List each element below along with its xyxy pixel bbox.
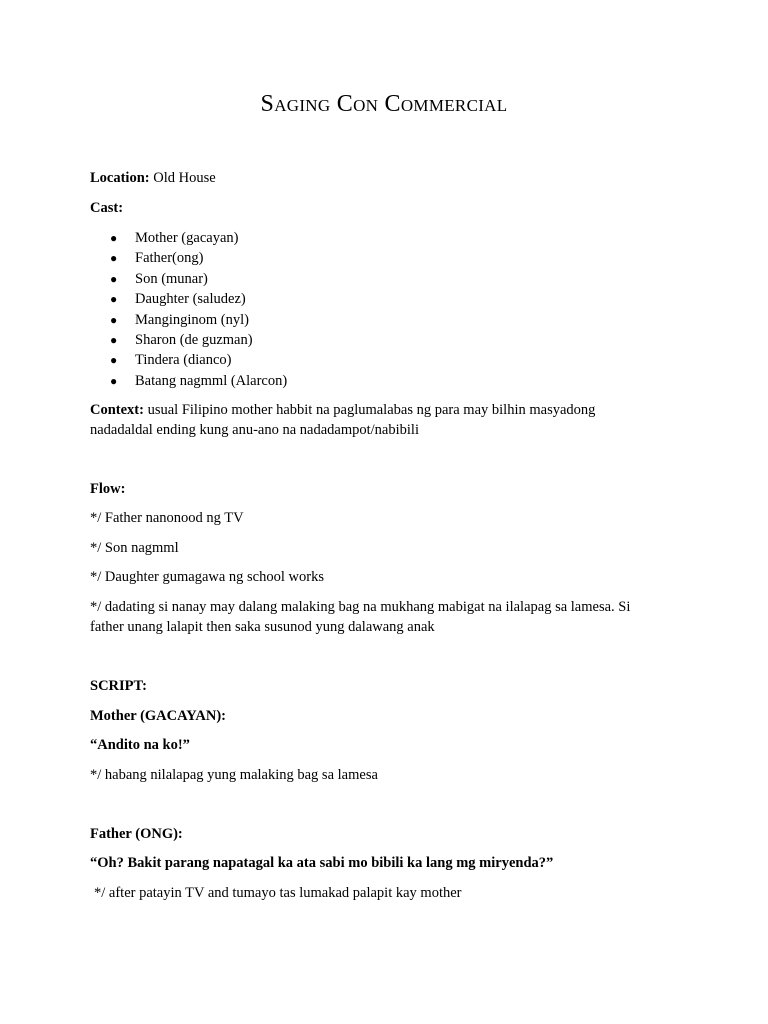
cast-member: Son (munar) bbox=[135, 270, 208, 287]
cast-member: Daughter (saludez) bbox=[135, 291, 246, 308]
script-label: SCRIPT: bbox=[90, 678, 147, 694]
father-action: */ after patayin TV and tumayo tas lumakad palapit kay mother bbox=[94, 885, 462, 901]
father-speaker: Father (ONG): bbox=[90, 826, 183, 842]
list-item: ● Son (munar) bbox=[110, 270, 208, 287]
cast-member: Father(ong) bbox=[135, 250, 204, 267]
father-dialogue: “Oh? Bakit parang napatagal ka ata sabi mo bibili ka lang mg miryenda?” bbox=[90, 855, 554, 871]
location-line bbox=[90, 168, 216, 188]
list-item: ● Father(ong) bbox=[110, 250, 204, 267]
list-item: ● Tindera (dianco) bbox=[110, 352, 232, 369]
mother-action: */ habang nilalapag yung malaking bag sa lamesa bbox=[90, 767, 378, 783]
cast-member: Batang nagmml (Alarcon) bbox=[135, 372, 288, 389]
mother-speaker: Mother (GACAYAN): bbox=[90, 708, 226, 724]
list-item: ● Batang nagmml (Alarcon) bbox=[110, 372, 288, 389]
flow-item: */ Father nanonood ng TV bbox=[90, 510, 244, 526]
context-label: Context: bbox=[90, 402, 144, 418]
list-item: ● Daughter (saludez) bbox=[110, 291, 246, 308]
flow-item: */ Son nagmml bbox=[90, 540, 179, 556]
list-item: ● Mother (gacayan) bbox=[110, 230, 239, 246]
flow-item: */ dadating si nanay may dalang malaking bag na mukhang mabigat na ilalapag sa lamesa. Si father unang lalapit then saka susunod yung dalawang anak bbox=[90, 599, 631, 635]
cast-member: Tindera (dianco) bbox=[135, 352, 232, 369]
list-item: ● Manginginom (nyl) bbox=[110, 311, 249, 328]
list-item: ● Sharon (de guzman) bbox=[110, 331, 253, 348]
cast-label: Cast: bbox=[90, 200, 124, 216]
context-text: usual Filipino mother habbit na paglumalabas ng para may bilhin masyadong nadadaldal ending kung anu-ano na nadadampot/nabibili bbox=[90, 402, 596, 438]
mother-dialogue: “Andito na ko!” bbox=[90, 737, 190, 753]
context-paragraph bbox=[90, 400, 650, 440]
cast-list bbox=[110, 228, 287, 391]
document-title: Saging Con Commercial bbox=[260, 91, 508, 117]
cast-member: Mother (gacayan) bbox=[135, 230, 239, 246]
flow-item: */ Daughter gumagawa ng school works bbox=[90, 569, 324, 585]
flow-label: Flow: bbox=[90, 481, 126, 497]
cast-member: Sharon (de guzman) bbox=[135, 331, 253, 348]
location-label: Location: bbox=[90, 170, 150, 186]
location-value: Old House bbox=[153, 170, 216, 186]
cast-member: Manginginom (nyl) bbox=[135, 311, 249, 328]
